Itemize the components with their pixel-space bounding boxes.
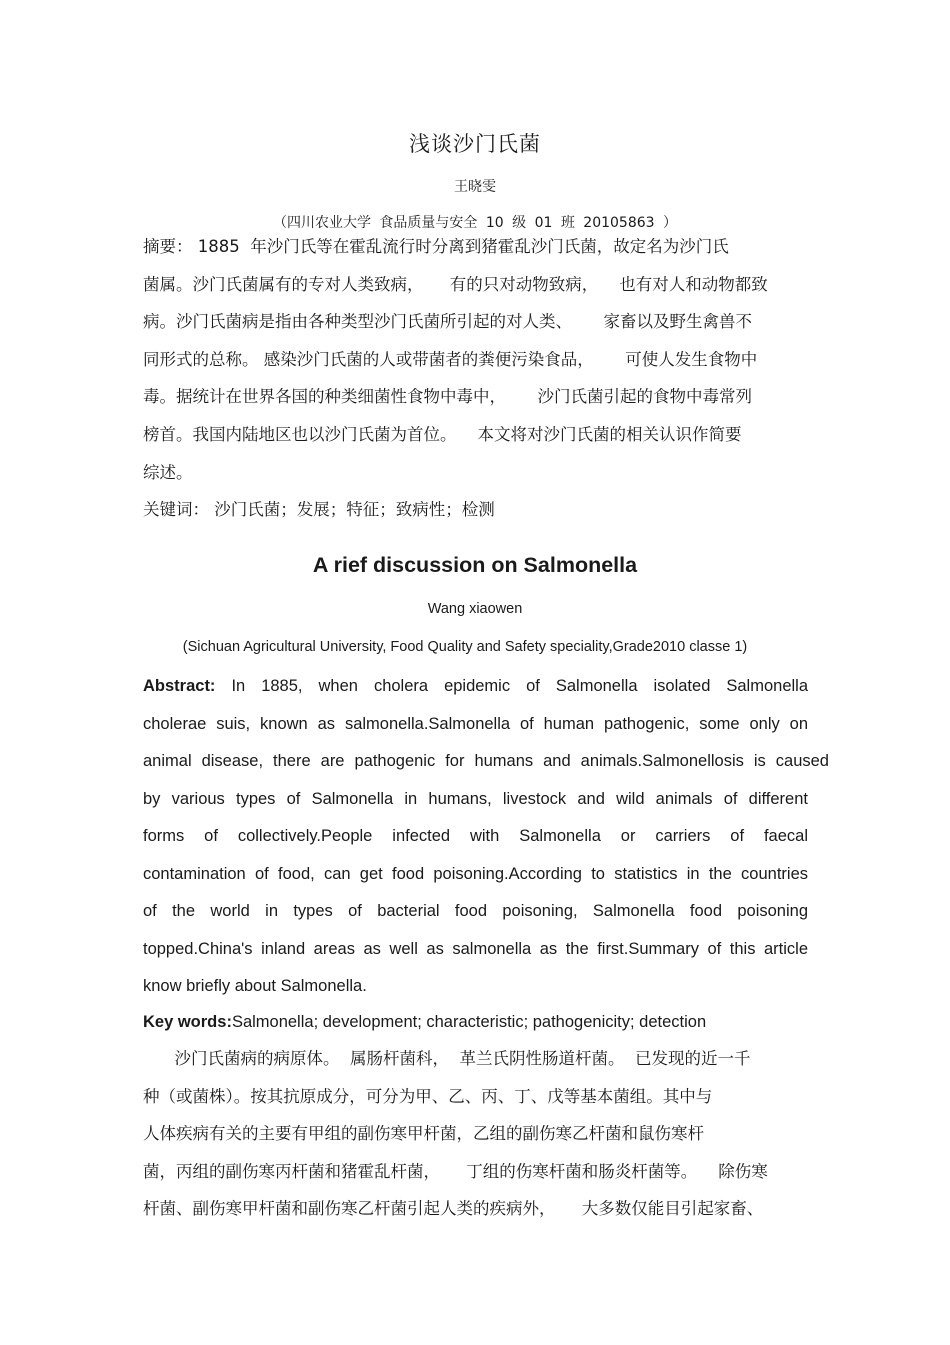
abstract-line: forms of collectively.People infected with Salmonella or carriers of faecal — [143, 827, 808, 845]
abstract-line: 综述。 — [143, 462, 193, 482]
abstract-line: 毒。据统计在世界各国的种类细菌性食物中毒中， 沙门氏菌引起的食物中毒常列 — [143, 387, 752, 407]
abstract-label: Abstract: — [143, 677, 216, 695]
abstract-line: of the world in types of bacterial food poisoning, Salmonella food poisoning — [143, 902, 808, 920]
body-line: 菌，丙组的副伤寒丙杆菌和猪霍乱杆菌， 丁组的伤寒杆菌和肠炎杆菌等。 除伤寒 — [143, 1161, 768, 1181]
abstract-line: 菌属。沙门氏菌属有的专对人类致病， 有的只对动物致病， 也有对人和动物都致 — [143, 274, 768, 294]
body-line: 人体疾病有关的主要有甲组的副伤寒甲杆菌，乙组的副伤寒乙杆菌和鼠伤寒杆 — [143, 1124, 704, 1144]
body-line: 沙门氏菌病的病原体。 属肠杆菌科， 革兰氏阴性肠道杆菌。 已发现的近一千 — [143, 1049, 751, 1068]
abstract-line: 榜首。我国内陆地区也以沙门氏菌为首位。 本文将对沙门氏菌的相关认识作简要 — [143, 424, 742, 444]
abstract-line: animal disease, there are pathogenic for humans and animals.Salmonellosis is caused — [143, 752, 829, 770]
english-title: A rief discussion on Salmonella — [312, 553, 638, 577]
english-author: Wang xiaowen — [427, 601, 523, 617]
abstract-line: 摘要： 1885 年沙门氏等在霍乱流行时分离到猪霍乱沙门氏菌，故定名为沙门氏 — [143, 237, 729, 256]
keywords-text: Salmonella; development; characteristic; pathogenicity; detection — [231, 1013, 707, 1031]
abstract-line: 同形式的总称。 感染沙门氏菌的人或带菌者的粪便污染食品， 可使人发生食物中 — [143, 349, 758, 369]
english-abstract — [143, 668, 829, 1006]
abstract-first-text: In 1885, when cholera epidemic of Salmonella isolated Salmonella — [215, 677, 808, 695]
english-affiliation: (Sichuan Agricultural University, Food Quality and Safety speciality,Grade2010 classe 1) — [182, 639, 748, 655]
chinese-body — [143, 1040, 823, 1228]
abstract-line: contamination of food, can get food poisoning.According to statistics in the countries — [143, 864, 808, 883]
body-line: 杆菌、副伤寒甲杆菌和副伤寒乙杆菌引起人类的疾病外， 大多数仅能目引起家畜、 — [143, 1199, 764, 1219]
english-keywords — [143, 1004, 706, 1042]
chinese-keywords: 关键词： 沙门氏菌；发展；特征；致病性；检测 — [143, 500, 495, 520]
abstract-line: topped.China's inland areas as well as salmonella as the first.Summary of this article — [143, 939, 808, 958]
abstract-line: know briefly about Salmonella. — [143, 977, 367, 995]
abstract-line: cholerae suis, known as salmonella.Salmonella of human pathogenic, some only on — [143, 714, 808, 733]
chinese-author: 王晓雯 — [454, 179, 496, 195]
chinese-abstract — [143, 228, 823, 529]
abstract-line: by various types of Salmonella in humans, livestock and wild animals of different — [143, 789, 808, 808]
abstract-line: 病。沙门氏菌病是指由各种类型沙门氏菌所引起的对人类、 家畜以及野生禽兽不 — [143, 312, 752, 332]
chinese-affiliation: （四川农业大学 食品质量与安全 10 级 01 班 20105863 ） — [272, 215, 678, 231]
keywords-label: Key words: — [143, 1013, 232, 1031]
chinese-title: 浅谈沙门氏菌 — [409, 132, 541, 156]
body-line: 种（或菌株）。按其抗原成分，可分为甲、乙、丙、丁、戊等基本菌组。其中与 — [143, 1086, 713, 1106]
abstract-line — [143, 668, 808, 706]
